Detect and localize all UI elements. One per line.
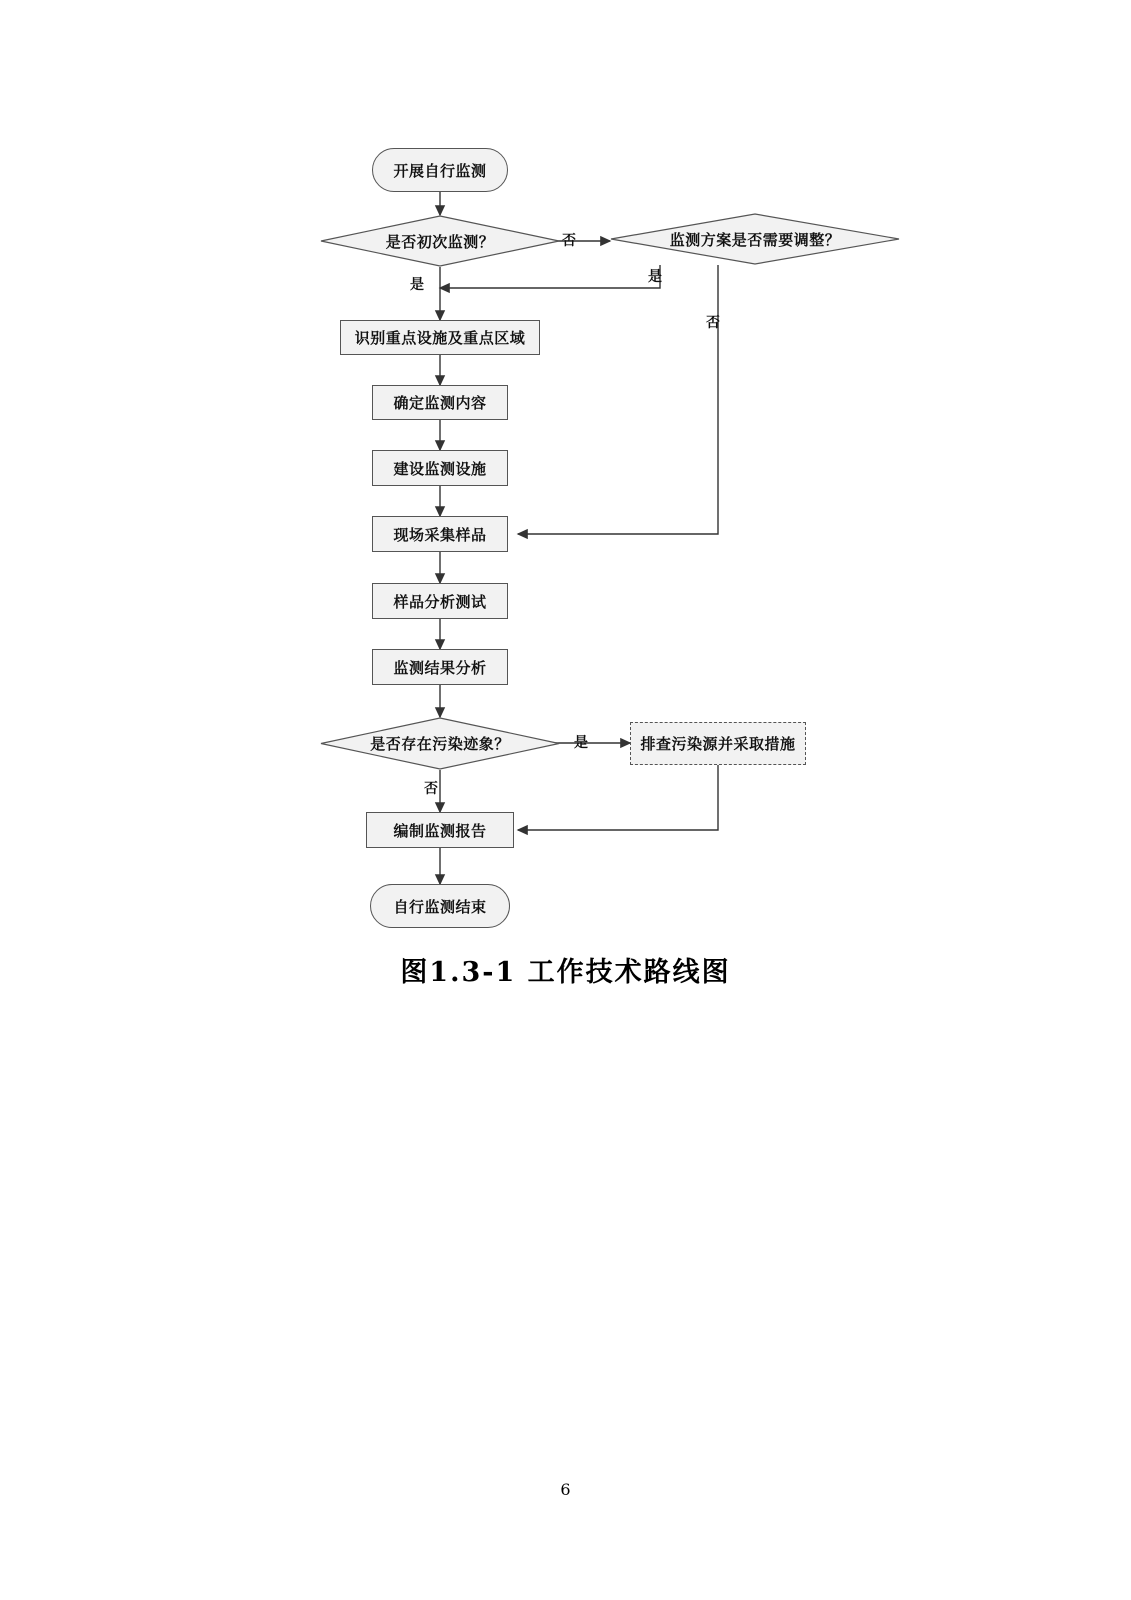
edge-label-adjust-no [706,312,720,332]
node-sample-analysis [372,583,508,619]
node-pollution-decision [320,717,560,770]
edge-label-text: 是 [410,276,424,292]
page-number: 6 [560,1480,571,1499]
node-identify-key-facilities [340,320,540,355]
node-analyze-label: 样品分析测试 [393,593,487,611]
node-end [370,884,510,928]
node-start-label: 开展自行监测 [393,162,487,180]
edge-label-text: 是 [574,734,588,750]
node-compile-report [366,812,514,848]
node-build-facilities [372,450,508,486]
edge-label-text: 否 [424,780,438,796]
node-pollution-label: 是否存在污染迹象？ [370,736,510,753]
edge-label-first-no [562,230,576,250]
node-first-monitoring-label: 是否初次监测？ [385,233,495,251]
edge-label-pollution-yes [574,732,588,752]
edge-label-text: 是 [648,268,662,284]
node-end-label: 自行监测结束 [393,898,487,916]
node-investigate-source [630,722,806,765]
node-collect-samples [372,516,508,552]
node-identify-label: 识别重点设施及重点区域 [354,330,526,347]
node-measures-label: 排查污染源并采取措施 [640,736,796,753]
edge-label-text: 否 [706,314,720,330]
node-plan-adjust-decision [610,213,900,265]
node-determine-content [372,385,508,420]
node-build-label: 建设监测设施 [393,460,487,478]
node-sample-label: 现场采集样品 [393,526,487,544]
figure-caption: 图1.3-1 工作技术路线图 [400,957,731,988]
edge-label-text: 否 [562,232,576,248]
node-result-label: 监测结果分析 [393,659,487,677]
edge-label-adjust-yes [648,266,662,286]
node-start [372,148,508,192]
edge-label-pollution-no [424,778,438,798]
node-result-analysis [372,649,508,685]
node-content-label: 确定监测内容 [393,395,487,412]
node-report-label: 编制监测报告 [393,822,487,840]
node-first-monitoring-decision [320,215,560,267]
edge-label-first-yes [410,274,424,294]
node-plan-adjust-label: 监测方案是否需要调整？ [669,231,841,249]
